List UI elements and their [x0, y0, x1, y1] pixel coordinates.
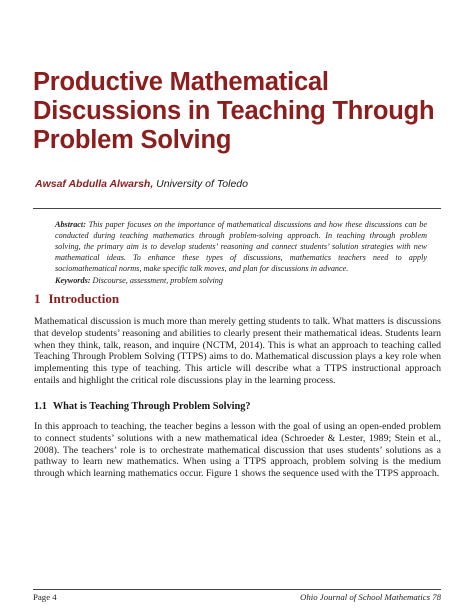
page-number: Page 4 — [33, 592, 57, 602]
keywords — [55, 275, 223, 286]
section-number: 1 — [34, 291, 41, 306]
article-title: Productive Mathematical Discussions in Teaching Through Problem Solving — [33, 68, 435, 154]
section-heading-introduction — [34, 291, 119, 307]
author-affiliation: University of Toledo — [153, 178, 248, 190]
section-title: Introduction — [48, 291, 120, 306]
subsection-number: 1.1 — [34, 401, 47, 412]
journal-name: Ohio Journal of School Mathematics 78 — [300, 592, 441, 602]
author-name: Awsaf Abdulla Alwarsh, — [35, 178, 154, 190]
keywords-label: Keywords: — [55, 276, 91, 285]
keywords-text: Discourse, assessment, problem solving — [90, 276, 223, 285]
subsection-heading-ttps — [34, 400, 251, 413]
abstract — [55, 220, 427, 275]
abstract-top-rule — [33, 208, 441, 209]
ttps-paragraph: In this approach to teaching, the teacher begins a lesson with the goal of using an open-ended problem to connect students’ solutions with a new mathematical idea (Schroeder & Lester, 1989; Stein et al., 2008). The teachers’ role is to orchestrate mathematical discussion that uses students’ solutions as a pathway to learn new mathematics. When using a TTPS approach, problem solving is the medium through which learning mathematics occur. Figure 1 shows the sequence used with the TTPS approach. — [34, 421, 441, 480]
subsection-title: What is Teaching Through Problem Solving? — [52, 401, 251, 412]
abstract-label: Abstract: — [55, 220, 86, 229]
abstract-text: This paper focuses on the importance of mathematical discussions and how these discussions can be conducted during teaching mathematics through problem-solving approach. In teaching through problem solving, the primary aim is to develop students’ reasoning and connect students’ solution strategies with new mathematical ideas. To enhance these types of discussions, mathematics teachers need to apply sociomathematical norms, make specific talk moves, and plan for discussions in advance. — [55, 220, 427, 273]
footer-rule — [33, 589, 441, 590]
byline — [35, 178, 248, 191]
introduction-paragraph: Mathematical discussion is much more than merely getting students to talk. What matters is discussions that develop students’ reasoning and abilities to clearly present their mathematical ideas. Students learn when they think, talk, reason, and inquire (NCTM, 2014). This is what an approach to teaching called Teaching Through Problem Solving (TTPS) aims to do. Mathematical discussion plays a key role when implementing this type of teaching. This article will describe what a TTPS instructional approach entails and highlight the critical role discussions play in the learning process. — [34, 316, 441, 386]
